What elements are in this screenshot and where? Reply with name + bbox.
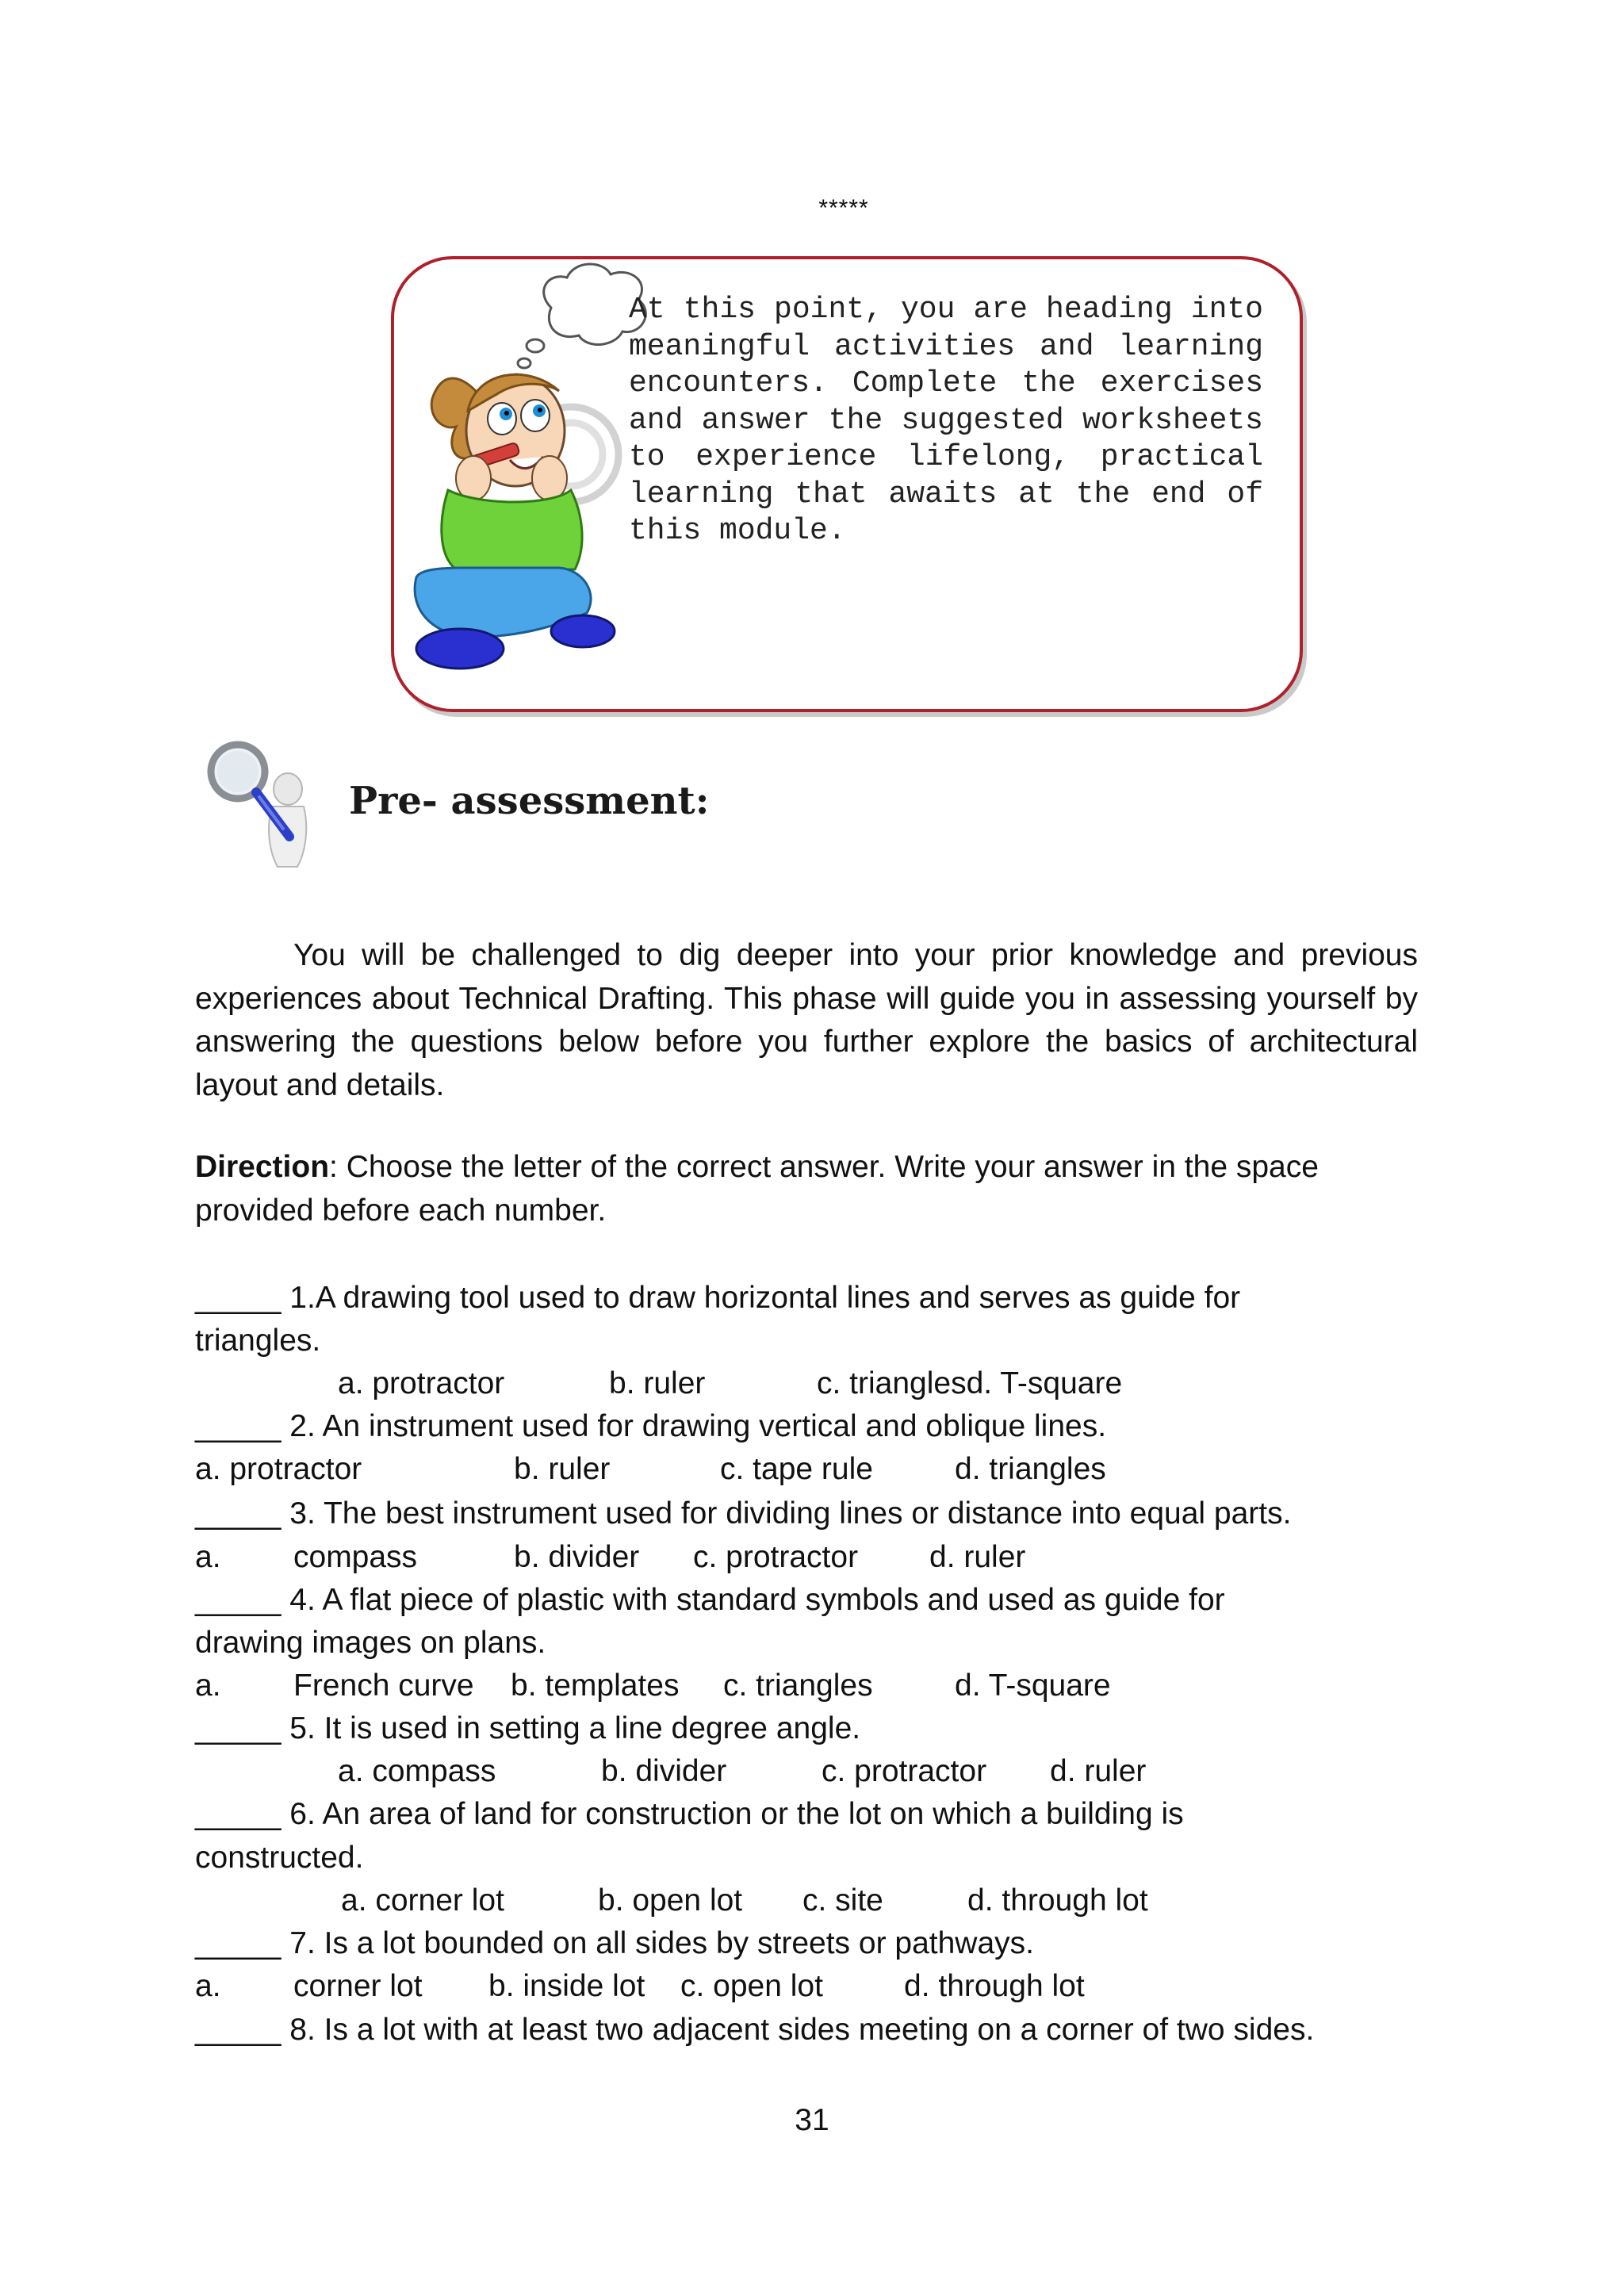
question-5-stem: _____ 5. It is used in setting a line degree angle. bbox=[195, 1711, 861, 1745]
thinking-girl-illustration bbox=[400, 252, 654, 696]
section-separator: ***** bbox=[818, 195, 869, 221]
question-4-stem: _____ 4. A flat piece of plastic with standard symbols and used as guide for bbox=[195, 1583, 1225, 1617]
option: French curve bbox=[293, 1669, 474, 1703]
option: d. T-square bbox=[955, 1669, 1111, 1703]
question-6-stem: _____ 6. An area of land for construction or the lot on which a building is bbox=[195, 1797, 1184, 1831]
page-number: 31 bbox=[795, 2103, 829, 2137]
option: compass bbox=[293, 1540, 418, 1574]
option: a. protractor bbox=[338, 1366, 505, 1400]
section-heading: Pre- assessment: bbox=[349, 779, 710, 823]
option: d. through lot bbox=[904, 1969, 1085, 2003]
question-7-stem: _____ 7. Is a lot bounded on all sides by streets or pathways. bbox=[195, 1926, 1034, 1960]
option: c. tape rule bbox=[720, 1452, 873, 1486]
question-2-options bbox=[195, 1448, 1418, 1491]
option: c. trianglesd. T-square bbox=[817, 1366, 1123, 1400]
question-7-options bbox=[195, 1965, 1418, 2008]
option: b. ruler bbox=[609, 1366, 706, 1400]
question-1-stem-cont: triangles. bbox=[195, 1324, 321, 1358]
option: d. ruler bbox=[1050, 1754, 1147, 1788]
option: c. protractor bbox=[822, 1754, 987, 1788]
question-3-stem: _____ 3. The best instrument used for dividing lines or distance into equal parts. bbox=[195, 1496, 1292, 1531]
intro-paragraph: You will be challenged to dig deeper into your prior knowledge and previous experiences about Technical Drafting. This phase will guide you in assessing yourself by answering the questions below before you further explore the basics of architectural layout and details. bbox=[195, 938, 1418, 1102]
option: c. protractor bbox=[693, 1540, 859, 1574]
question-8-stem: _____ 8. Is a lot with at least two adjacent sides meeting on a corner of two sides. bbox=[195, 2013, 1315, 2047]
option: c. open lot bbox=[680, 1969, 823, 2003]
direction-text bbox=[195, 1146, 1418, 1232]
question-2-stem: _____ 2. An instrument used for drawing vertical and oblique lines. bbox=[195, 1409, 1107, 1443]
option: d. triangles bbox=[955, 1452, 1106, 1486]
question-4-options bbox=[195, 1665, 1418, 1707]
question-6-options bbox=[195, 1879, 1418, 1922]
question-4-stem-cont: drawing images on plans. bbox=[195, 1626, 546, 1660]
question-3-options bbox=[195, 1536, 1418, 1579]
question-1-stem: _____ 1.A drawing tool used to draw horizontal lines and serves as guide for bbox=[195, 1281, 1241, 1315]
option: b. divider bbox=[601, 1754, 727, 1788]
question-6-stem-cont: constructed. bbox=[195, 1841, 364, 1875]
direction-body: : Choose the letter of the correct answer. Write your answer in the space provided before each number. bbox=[195, 1150, 1319, 1228]
option: b. divider bbox=[514, 1540, 640, 1574]
question-1-options bbox=[195, 1362, 1418, 1405]
option: d. ruler bbox=[929, 1540, 1026, 1574]
thought-cloud-icon bbox=[512, 264, 645, 381]
option: a. bbox=[195, 1540, 221, 1574]
magnifier-figure-icon bbox=[194, 734, 329, 872]
callout-text: At this point, you are heading into meaningful activities and learning encounters. Complete the exercises and answer the suggested worksheets to experience lifelong, practical learning that awaits at the end of this module. bbox=[629, 293, 1263, 548]
option: a. bbox=[195, 1969, 221, 2003]
option: a. compass bbox=[338, 1754, 496, 1788]
direction-label: Direction bbox=[195, 1150, 330, 1184]
option: d. through lot bbox=[967, 1883, 1148, 1918]
option: corner lot bbox=[293, 1969, 423, 2003]
option: a. corner lot bbox=[341, 1883, 504, 1918]
option: b. templates bbox=[511, 1669, 680, 1703]
option: a. bbox=[195, 1669, 221, 1703]
option: b. ruler bbox=[514, 1452, 611, 1486]
option: a. protractor bbox=[195, 1452, 362, 1486]
option: b. open lot bbox=[598, 1883, 743, 1918]
question-5-options bbox=[195, 1750, 1418, 1793]
option: b. inside lot bbox=[488, 1969, 645, 2003]
option: c. site bbox=[802, 1883, 883, 1918]
option: c. triangles bbox=[723, 1669, 873, 1703]
